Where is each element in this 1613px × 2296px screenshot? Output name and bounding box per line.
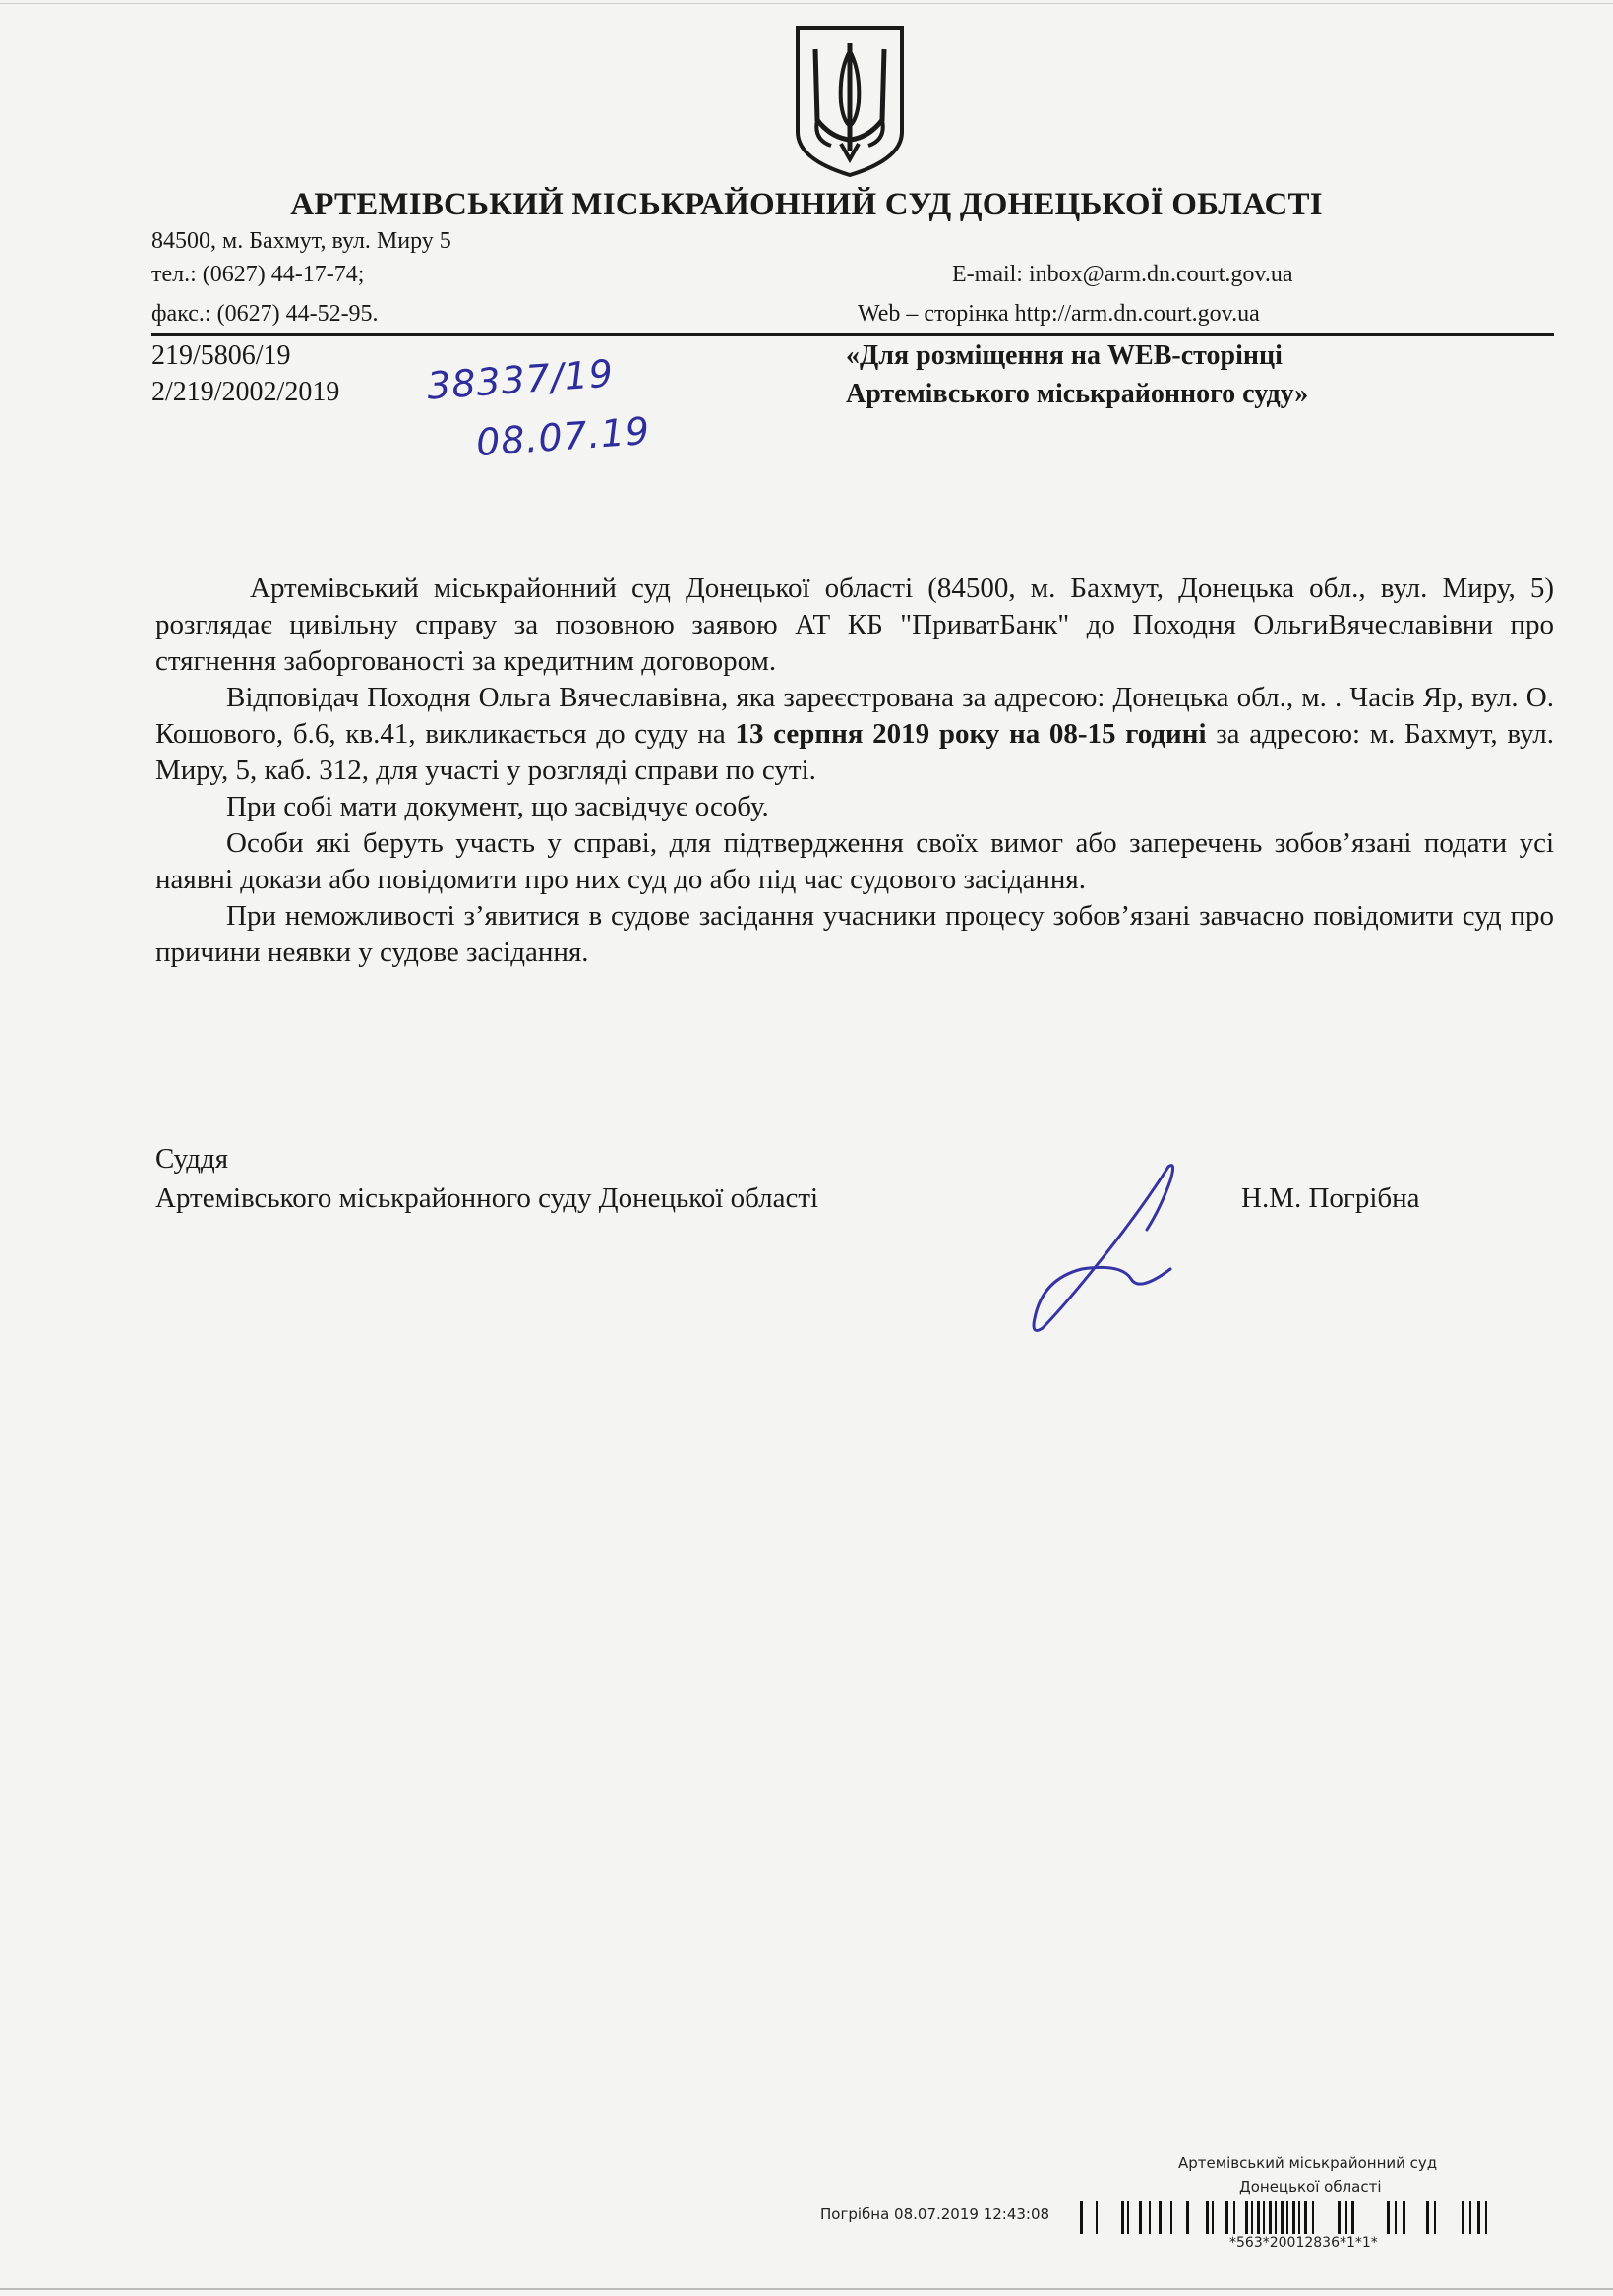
case-number: 219/5806/19 — [151, 340, 291, 371]
scan-edge-bottom — [0, 2288, 1613, 2290]
court-phone: тел.: (0627) 44-17-74; — [151, 262, 365, 287]
barcode-text: *563*20012836*1*1* — [1229, 2235, 1378, 2251]
summons-text-b: за адресою: м. Бахмут, вул. Миру, 5, каб. 312, для участі у розгляді справи по суті. — [155, 718, 1554, 786]
court-email: E-mail: inbox@arm.dn.court.gov.ua — [952, 262, 1293, 287]
judge-name: Н.М. Погрібна — [1241, 1182, 1420, 1214]
paragraph-id-document: При собі мати документ, що засвідчує особу. — [226, 791, 769, 822]
coat-of-arms-icon — [792, 22, 908, 181]
court-website: Web – сторінка http://arm.dn.court.gov.ua — [858, 301, 1260, 327]
paragraph-evidence: Особи які беруть участь у справі, для підтвердження своїх вимог або заперечень зобов’язані подати усі наявні докази або повідомити про них суд до або під час судового засідання. — [155, 827, 1554, 895]
signature-title: Суддя — [155, 1143, 229, 1175]
court-fax: факс.: (0627) 44-52-95. — [151, 301, 379, 327]
handwritten-registration-number: 38337/19 — [425, 351, 616, 408]
paragraph-summons — [155, 680, 1554, 789]
stamp-court-line2: Донецької області — [1239, 2178, 1382, 2196]
court-address: 84500, м. Бахмут, вул. Миру 5 — [151, 228, 451, 254]
publication-note-line2: Артемівського міськрайонного суду» — [846, 379, 1309, 409]
signature-court: Артемівського міськрайонного суду Донецької області — [155, 1182, 819, 1214]
barcode-icon — [1080, 2201, 1554, 2234]
paragraph-claim: Артемівський міськрайонний суд Донецької області (84500, м. Бахмут, Донецька обл., вул. Миру, 5) розглядає цивільну справу за позовною заявою АТ КБ "ПриватБанк" до Походня ОльгиВячеславівни про стягнення заборгованості за кредитним договором. — [155, 573, 1554, 677]
publication-note-line1: «Для розміщення на WEB-сторінці — [846, 340, 1283, 371]
proceeding-number: 2/219/2002/2019 — [151, 377, 340, 407]
summons-text-a: Відповідач Походня Ольга Вячеславівна, яка зареєстрована за адресою: Донецька обл., м. . Часів Яр, вул. О. Кошового, б.6, кв.41, викликається до суду на — [155, 682, 1554, 750]
header-divider — [151, 333, 1554, 336]
hearing-date-time: 13 серпня 2019 року на 08-15 годині — [735, 718, 1207, 750]
handwritten-date: 08.07.19 — [474, 408, 652, 465]
scan-edge-top — [0, 3, 1613, 4]
handwritten-signature-icon — [1023, 1161, 1190, 1338]
notice-body — [155, 571, 1554, 971]
court-name-heading: АРТЕМІВСЬКИЙ МІСЬКРАЙОННИЙ СУД ДОНЕЦЬКОЇ ОБЛАСТІ — [290, 187, 1323, 222]
stamp-timestamp: Погрібна 08.07.2019 12:43:08 — [820, 2205, 1050, 2223]
paragraph-absence: При неможливості з’явитися в судове засідання учасники процесу зобов’язані завчасно повідомити суд про причини неявки у судове засідання. — [155, 900, 1554, 968]
stamp-court-line1: Артемівський міськрайонний суд — [1178, 2154, 1438, 2172]
